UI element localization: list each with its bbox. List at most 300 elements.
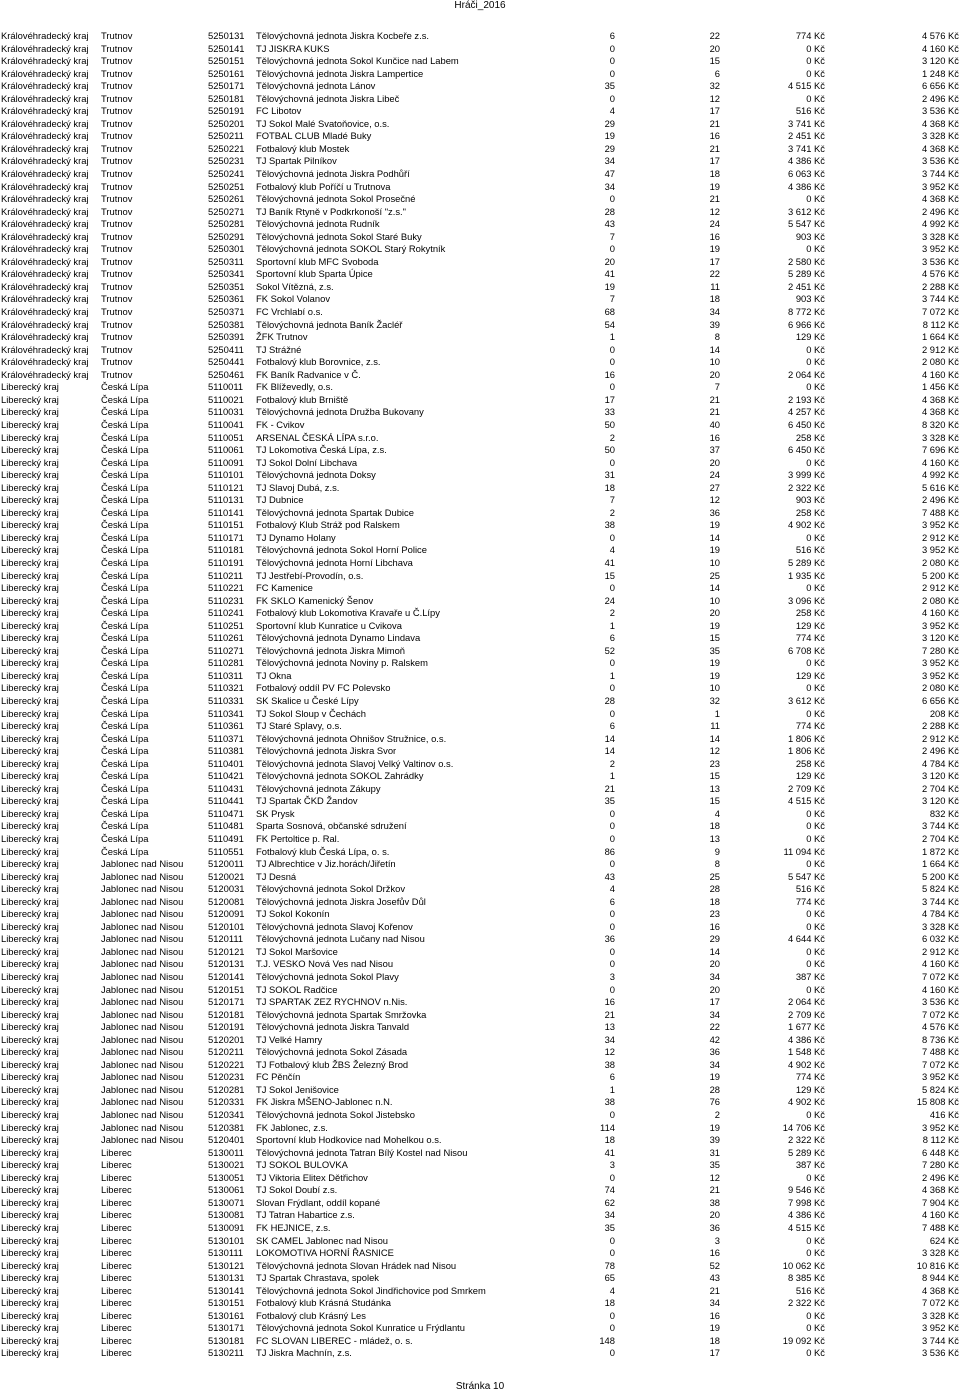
amount-a-cell: 6 450 Kč: [787, 444, 825, 456]
count-b-cell: 36: [709, 1046, 720, 1058]
count-b-cell: 6: [714, 67, 720, 79]
club-name-cell: Tělovýchovná jednota Jiskra Kocbeře z.s.: [256, 30, 430, 41]
amount-a-cell: 5 289 Kč: [787, 1146, 825, 1158]
region-cell: Liberecký kraj: [1, 895, 59, 907]
amount-a-cell: 5 289 Kč: [787, 556, 825, 568]
amount-a-cell: 0 Kč: [806, 92, 825, 104]
count-a-cell: 114: [600, 1121, 615, 1133]
club-name-cell: FK Sokol Volanov: [256, 293, 331, 305]
district-cell: Jablonec nad Nisou: [101, 1121, 184, 1133]
amount-a-cell: 8 385 Kč: [787, 1272, 825, 1284]
table-row: [0, 130, 960, 143]
district-cell: Trutnov: [101, 293, 133, 305]
count-a-cell: 12: [604, 1046, 615, 1058]
code-cell: 5250361: [208, 293, 245, 305]
club-name-cell: Tělovýchovná jednota Lánov: [256, 80, 376, 92]
club-name-cell: Fotbalový klub Krásná Studánka: [256, 1297, 391, 1309]
district-cell: Trutnov: [101, 130, 133, 142]
club-name-cell: TJ SOKOL BULOVKA: [256, 1159, 348, 1171]
region-cell: Liberecký kraj: [1, 795, 59, 807]
club-name-cell: TJ Tatran Habartice z.s.: [256, 1209, 355, 1221]
amount-a-cell: 6 708 Kč: [787, 644, 825, 656]
district-cell: Trutnov: [101, 67, 133, 79]
club-name-cell: Tělovýchovná jednota Rudník: [256, 218, 380, 230]
club-name-cell: Tělovýchovná jednota Slavoj Velký Valtinov o.s.: [256, 757, 454, 769]
table-row: [0, 93, 960, 106]
amount-b-cell: 7 488 Kč: [921, 506, 959, 518]
table-row: [0, 457, 960, 470]
amount-b-cell: 5 200 Kč: [921, 870, 959, 882]
count-b-cell: 19: [709, 180, 720, 192]
count-b-cell: 20: [709, 368, 720, 380]
count-a-cell: 2: [609, 431, 615, 443]
district-cell: Trutnov: [101, 142, 133, 154]
count-a-cell: 1: [609, 770, 615, 782]
club-name-cell: TJ Dubnice: [256, 494, 304, 506]
count-b-cell: 21: [709, 193, 720, 205]
count-a-cell: 4: [609, 544, 615, 556]
amount-b-cell: 1 872 Kč: [921, 845, 959, 857]
amount-a-cell: 0 Kč: [806, 682, 825, 694]
count-b-cell: 3: [714, 1234, 720, 1246]
region-cell: Královéhradecký kraj: [1, 80, 89, 92]
count-b-cell: 18: [709, 895, 720, 907]
count-b-cell: 14: [709, 343, 720, 355]
count-a-cell: 1: [609, 331, 615, 343]
amount-a-cell: 774 Kč: [795, 1071, 825, 1083]
code-cell: 5110031: [208, 406, 244, 418]
region-cell: Liberecký kraj: [1, 1259, 59, 1271]
table-row: [0, 820, 960, 833]
code-cell: 5110311: [208, 669, 244, 681]
club-name-cell: Sparta Sosnová, občanské sdružení: [256, 820, 407, 832]
amount-b-cell: 4 992 Kč: [921, 469, 959, 481]
count-b-cell: 14: [709, 531, 720, 543]
code-cell: 5110101: [208, 469, 244, 481]
count-b-cell: 18: [709, 168, 720, 180]
code-cell: 5250191: [208, 105, 245, 117]
amount-b-cell: 4 160 Kč: [921, 456, 959, 468]
count-a-cell: 6: [609, 30, 615, 41]
region-cell: Liberecký kraj: [1, 745, 59, 757]
code-cell: 5110011: [208, 381, 244, 393]
region-cell: Královéhradecký kraj: [1, 117, 89, 129]
region-cell: Liberecký kraj: [1, 996, 59, 1008]
amount-b-cell: 7 488 Kč: [921, 1046, 959, 1058]
amount-a-cell: 11 094 Kč: [783, 845, 825, 857]
count-a-cell: 65: [604, 1272, 615, 1284]
district-cell: Trutnov: [101, 368, 133, 380]
club-name-cell: Tělovýchovná jednota Jiskra Svor: [256, 745, 397, 757]
amount-b-cell: 416 Kč: [929, 1109, 959, 1121]
club-name-cell: TJ SOKOL Radčice: [256, 983, 338, 995]
amount-a-cell: 3 612 Kč: [787, 694, 825, 706]
amount-a-cell: 0 Kč: [806, 582, 825, 594]
table-row: [0, 293, 960, 306]
table-row: [0, 206, 960, 219]
region-cell: Liberecký kraj: [1, 1284, 59, 1296]
district-cell: Liberec: [101, 1209, 132, 1221]
club-name-cell: TJ Dynamo Holany: [256, 531, 336, 543]
count-a-cell: 14: [604, 745, 615, 757]
code-cell: 5130141: [208, 1284, 245, 1296]
amount-a-cell: 129 Kč: [795, 669, 825, 681]
amount-b-cell: 208 Kč: [929, 707, 959, 719]
club-name-cell: Tělovýchovná jednota Slavoj Kořenov: [256, 920, 413, 932]
region-cell: Královéhradecký kraj: [1, 205, 89, 217]
table-row: [0, 331, 960, 344]
amount-a-cell: 0 Kč: [806, 707, 825, 719]
table-row: [0, 344, 960, 357]
district-cell: Jablonec nad Nisou: [101, 1033, 184, 1045]
region-cell: Královéhradecký kraj: [1, 356, 89, 368]
district-cell: Trutnov: [101, 92, 133, 104]
amount-a-cell: 258 Kč: [795, 607, 825, 619]
club-name-cell: Sokol Vítězná, z.s.: [256, 280, 334, 292]
count-a-cell: 43: [604, 218, 615, 230]
count-a-cell: 38: [604, 1058, 615, 1070]
amount-a-cell: 1 806 Kč: [787, 732, 825, 744]
amount-b-cell: 4 160 Kč: [921, 42, 959, 54]
club-name-cell: Fotbalový klub Česká Lípa, o. s.: [256, 845, 390, 857]
amount-a-cell: 0 Kč: [806, 1347, 825, 1359]
amount-b-cell: 3 120 Kč: [921, 770, 959, 782]
table-row: [0, 444, 960, 457]
region-cell: Královéhradecký kraj: [1, 105, 89, 117]
code-cell: 5110211: [208, 569, 244, 581]
region-cell: Liberecký kraj: [1, 1347, 59, 1359]
count-a-cell: 1: [609, 1083, 615, 1095]
amount-b-cell: 4 576 Kč: [921, 30, 959, 41]
table-row: [0, 557, 960, 570]
region-cell: Liberecký kraj: [1, 883, 59, 895]
code-cell: 5250131: [208, 30, 245, 41]
region-cell: Liberecký kraj: [1, 1121, 59, 1133]
region-cell: Liberecký kraj: [1, 1322, 59, 1334]
amount-a-cell: 129 Kč: [795, 619, 825, 631]
count-a-cell: 52: [604, 644, 615, 656]
region-cell: Liberecký kraj: [1, 707, 59, 719]
amount-a-cell: 2 709 Kč: [787, 782, 825, 794]
amount-b-cell: 7 280 Kč: [921, 1159, 959, 1171]
count-b-cell: 35: [709, 644, 720, 656]
amount-b-cell: 4 160 Kč: [921, 983, 959, 995]
count-a-cell: 18: [604, 481, 615, 493]
count-a-cell: 62: [604, 1196, 615, 1208]
amount-b-cell: 3 120 Kč: [921, 795, 959, 807]
district-cell: Trutnov: [101, 243, 133, 255]
amount-b-cell: 4 160 Kč: [921, 958, 959, 970]
count-b-cell: 37: [709, 444, 720, 456]
count-a-cell: 0: [609, 92, 615, 104]
club-name-cell: Tělovýchovná jednota Sokol Kunratice u Frýdlantu: [256, 1322, 465, 1334]
code-cell: 5250371: [208, 306, 245, 318]
club-name-cell: TJ Sokol Maršovice: [256, 945, 338, 957]
region-cell: Liberecký kraj: [1, 431, 59, 443]
club-name-cell: Fotbalový Klub Stráž pod Ralskem: [256, 519, 400, 531]
region-cell: Liberecký kraj: [1, 757, 59, 769]
amount-a-cell: 0 Kč: [806, 1171, 825, 1183]
table-row: [0, 720, 960, 733]
district-cell: Trutnov: [101, 280, 133, 292]
code-cell: 5250461: [208, 368, 245, 380]
count-b-cell: 25: [709, 870, 720, 882]
count-a-cell: 4: [609, 1284, 615, 1296]
code-cell: 5130211: [208, 1347, 244, 1359]
district-cell: Trutnov: [101, 117, 133, 129]
district-cell: Trutnov: [101, 331, 133, 343]
amount-b-cell: 2 912 Kč: [921, 531, 959, 543]
club-name-cell: TJ Strážné: [256, 343, 302, 355]
count-b-cell: 10: [709, 556, 720, 568]
amount-b-cell: 4 368 Kč: [921, 1284, 959, 1296]
code-cell: 5110231: [208, 594, 244, 606]
count-b-cell: 36: [709, 506, 720, 518]
amount-b-cell: 2 912 Kč: [921, 582, 959, 594]
table-row: [0, 1021, 960, 1034]
club-name-cell: Tělovýchovná jednota Sokol Plavy: [256, 971, 399, 983]
table-row: [0, 896, 960, 909]
amount-b-cell: 15 808 Kč: [916, 1096, 959, 1108]
amount-b-cell: 4 368 Kč: [921, 1184, 959, 1196]
amount-b-cell: 7 280 Kč: [921, 644, 959, 656]
amount-a-cell: 258 Kč: [795, 757, 825, 769]
count-a-cell: 6: [609, 895, 615, 907]
code-cell: 5110061: [208, 444, 244, 456]
code-cell: 5120191: [208, 1021, 245, 1033]
club-name-cell: TJ Sokol Malé Svatoňovice, o.s.: [256, 117, 390, 129]
region-cell: Liberecký kraj: [1, 669, 59, 681]
count-a-cell: 36: [604, 933, 615, 945]
club-name-cell: Tělovýchovná jednota SOKOL Starý Rokytník: [256, 243, 446, 255]
amount-a-cell: 903 Kč: [795, 230, 825, 242]
count-b-cell: 21: [709, 393, 720, 405]
count-a-cell: 0: [609, 908, 615, 920]
club-name-cell: Sportovní klub Hodkovice nad Mohelkou o.s.: [256, 1134, 442, 1146]
code-cell: 5130071: [208, 1196, 245, 1208]
region-cell: Královéhradecký kraj: [1, 331, 89, 343]
amount-a-cell: 6 063 Kč: [787, 168, 825, 180]
club-name-cell: TJ Viktoria Elitex Dětřichov: [256, 1171, 368, 1183]
club-name-cell: Fotbalový oddíl PV FC Polevsko: [256, 682, 391, 694]
count-a-cell: 13: [604, 1021, 615, 1033]
club-name-cell: Tělovýchovná jednota Spartak Smržovka: [256, 1008, 427, 1020]
code-cell: 5110151: [208, 519, 244, 531]
table-row: [0, 519, 960, 532]
code-cell: 5120121: [208, 945, 245, 957]
code-cell: 5120201: [208, 1033, 245, 1045]
count-b-cell: 21: [709, 406, 720, 418]
code-cell: 5110261: [208, 632, 244, 644]
amount-a-cell: 4 257 Kč: [787, 406, 825, 418]
code-cell: 5110281: [208, 657, 244, 669]
count-b-cell: 16: [709, 1247, 720, 1259]
code-cell: 5120181: [208, 1008, 245, 1020]
code-cell: 5110481: [208, 820, 244, 832]
amount-a-cell: 774 Kč: [795, 720, 825, 732]
amount-a-cell: 387 Kč: [795, 971, 825, 983]
district-cell: Jablonec nad Nisou: [101, 945, 184, 957]
amount-a-cell: 5 547 Kč: [787, 218, 825, 230]
count-b-cell: 20: [709, 42, 720, 54]
count-b-cell: 20: [709, 456, 720, 468]
table-row: [0, 168, 960, 181]
district-cell: Česká Lípa: [101, 745, 149, 757]
code-cell: 5120221: [208, 1058, 245, 1070]
district-cell: Jablonec nad Nisou: [101, 1109, 184, 1121]
district-cell: Česká Lípa: [101, 569, 149, 581]
region-cell: Liberecký kraj: [1, 1109, 59, 1121]
amount-b-cell: 4 368 Kč: [921, 117, 959, 129]
club-name-cell: Tělovýchovná jednota Ohnišov Stružnice, o.s.: [256, 732, 447, 744]
amount-a-cell: 5 289 Kč: [787, 268, 825, 280]
club-name-cell: Sportovní klub Kunratice u Cvikova: [256, 619, 402, 631]
amount-b-cell: 7 072 Kč: [921, 1297, 959, 1309]
code-cell: 5250271: [208, 205, 245, 217]
region-cell: Liberecký kraj: [1, 1297, 59, 1309]
club-name-cell: Tělovýchovná jednota Dynamo Lindava: [256, 632, 421, 644]
district-cell: Česká Lípa: [101, 556, 149, 568]
amount-a-cell: 4 902 Kč: [787, 1096, 825, 1108]
club-name-cell: Tělovýchovná jednota Noviny p. Ralskem: [256, 657, 428, 669]
club-name-cell: FK Jiskra MŠENO-Jablonec n.N.: [256, 1096, 393, 1108]
code-cell: 5120281: [208, 1083, 245, 1095]
count-b-cell: 21: [709, 1284, 720, 1296]
region-cell: Královéhradecký kraj: [1, 142, 89, 154]
district-cell: Česká Lípa: [101, 481, 149, 493]
amount-a-cell: 774 Kč: [795, 895, 825, 907]
code-cell: 5120081: [208, 895, 245, 907]
count-b-cell: 14: [709, 945, 720, 957]
region-cell: Liberecký kraj: [1, 544, 59, 556]
district-cell: Jablonec nad Nisou: [101, 870, 184, 882]
table-row: [0, 381, 960, 394]
code-cell: 5250311: [208, 255, 244, 267]
amount-a-cell: 1 677 Kč: [787, 1021, 825, 1033]
region-cell: Královéhradecký kraj: [1, 280, 89, 292]
code-cell: 5250291: [208, 230, 245, 242]
count-a-cell: 0: [609, 343, 615, 355]
amount-b-cell: 5 616 Kč: [921, 481, 959, 493]
code-cell: 5110131: [208, 494, 244, 506]
amount-b-cell: 3 120 Kč: [921, 632, 959, 644]
count-b-cell: 29: [709, 933, 720, 945]
code-cell: 5120401: [208, 1134, 245, 1146]
amount-b-cell: 2 496 Kč: [921, 92, 959, 104]
count-b-cell: 22: [709, 30, 720, 41]
amount-a-cell: 774 Kč: [795, 30, 825, 41]
amount-a-cell: 2 451 Kč: [787, 130, 825, 142]
count-b-cell: 22: [709, 268, 720, 280]
region-cell: Liberecký kraj: [1, 607, 59, 619]
table-row: [0, 1209, 960, 1222]
club-name-cell: FC Kamenice: [256, 582, 313, 594]
region-cell: Liberecký kraj: [1, 481, 59, 493]
district-cell: Trutnov: [101, 55, 133, 67]
district-cell: Česká Lípa: [101, 682, 149, 694]
code-cell: 5110371: [208, 732, 244, 744]
district-cell: Liberec: [101, 1334, 132, 1346]
club-name-cell: Tělovýchovná jednota Sokol Kunčice nad Labem: [256, 55, 459, 67]
count-a-cell: 35: [604, 1221, 615, 1233]
amount-b-cell: 4 576 Kč: [921, 1021, 959, 1033]
club-name-cell: TJ Sokol Kokonín: [256, 908, 330, 920]
table-row: [0, 1096, 960, 1109]
amount-a-cell: 9 546 Kč: [787, 1184, 825, 1196]
count-b-cell: 14: [709, 582, 720, 594]
region-cell: Liberecký kraj: [1, 908, 59, 920]
district-cell: Liberec: [101, 1259, 132, 1271]
count-a-cell: 7: [609, 494, 615, 506]
region-cell: Liberecký kraj: [1, 770, 59, 782]
region-cell: Liberecký kraj: [1, 1058, 59, 1070]
table-row: [0, 507, 960, 520]
code-cell: 5110191: [208, 556, 244, 568]
count-b-cell: 4: [714, 807, 720, 819]
club-name-cell: Tělovýchovná jednota Jiskra Lampertice: [256, 67, 424, 79]
code-cell: 5120231: [208, 1071, 245, 1083]
club-name-cell: Tělovýchovná jednota Sokol Držkov: [256, 883, 406, 895]
count-a-cell: 0: [609, 1247, 615, 1259]
code-cell: 5130151: [208, 1297, 245, 1309]
region-cell: Královéhradecký kraj: [1, 343, 89, 355]
amount-a-cell: 2 322 Kč: [787, 1134, 825, 1146]
table-row: [0, 682, 960, 695]
district-cell: Trutnov: [101, 205, 133, 217]
amount-b-cell: 3 744 Kč: [921, 293, 959, 305]
district-cell: Česká Lípa: [101, 820, 149, 832]
amount-a-cell: 14 706 Kč: [782, 1121, 825, 1133]
count-b-cell: 20: [709, 983, 720, 995]
count-a-cell: 78: [604, 1259, 615, 1271]
amount-a-cell: 2 709 Kč: [787, 1008, 825, 1020]
amount-a-cell: 0 Kč: [806, 945, 825, 957]
count-a-cell: 15: [604, 569, 615, 581]
region-cell: Liberecký kraj: [1, 393, 59, 405]
amount-a-cell: 1 806 Kč: [787, 745, 825, 757]
code-cell: 5130091: [208, 1221, 245, 1233]
region-cell: Liberecký kraj: [1, 494, 59, 506]
amount-a-cell: 0 Kč: [806, 42, 825, 54]
count-a-cell: 0: [609, 920, 615, 932]
district-cell: Česká Lípa: [101, 531, 149, 543]
count-a-cell: 0: [609, 243, 615, 255]
amount-a-cell: 0 Kč: [806, 456, 825, 468]
table-row: [0, 570, 960, 583]
table-row: [0, 1147, 960, 1160]
code-cell: 5130081: [208, 1209, 245, 1221]
amount-b-cell: 3 328 Kč: [921, 431, 959, 443]
table-row: [0, 846, 960, 859]
region-cell: Liberecký kraj: [1, 644, 59, 656]
sheet-title: Hráči_2016: [454, 0, 506, 11]
club-name-cell: FC Libotov: [256, 105, 302, 117]
count-a-cell: 54: [604, 318, 615, 330]
club-name-cell: Tělovýchovná jednota Sokol Jistebsko: [256, 1109, 415, 1121]
region-cell: Liberecký kraj: [1, 1146, 59, 1158]
count-a-cell: 16: [604, 368, 615, 380]
count-b-cell: 19: [709, 1121, 720, 1133]
district-cell: Jablonec nad Nisou: [101, 1058, 184, 1070]
amount-a-cell: 0 Kč: [806, 983, 825, 995]
amount-b-cell: 4 784 Kč: [921, 757, 959, 769]
club-name-cell: FC Vrchlabí o.s.: [256, 306, 323, 318]
amount-b-cell: 7 904 Kč: [921, 1196, 959, 1208]
region-cell: Liberecký kraj: [1, 1008, 59, 1020]
amount-b-cell: 2 704 Kč: [921, 833, 959, 844]
code-cell: 5130161: [208, 1309, 245, 1321]
district-cell: Česká Lípa: [101, 644, 149, 656]
